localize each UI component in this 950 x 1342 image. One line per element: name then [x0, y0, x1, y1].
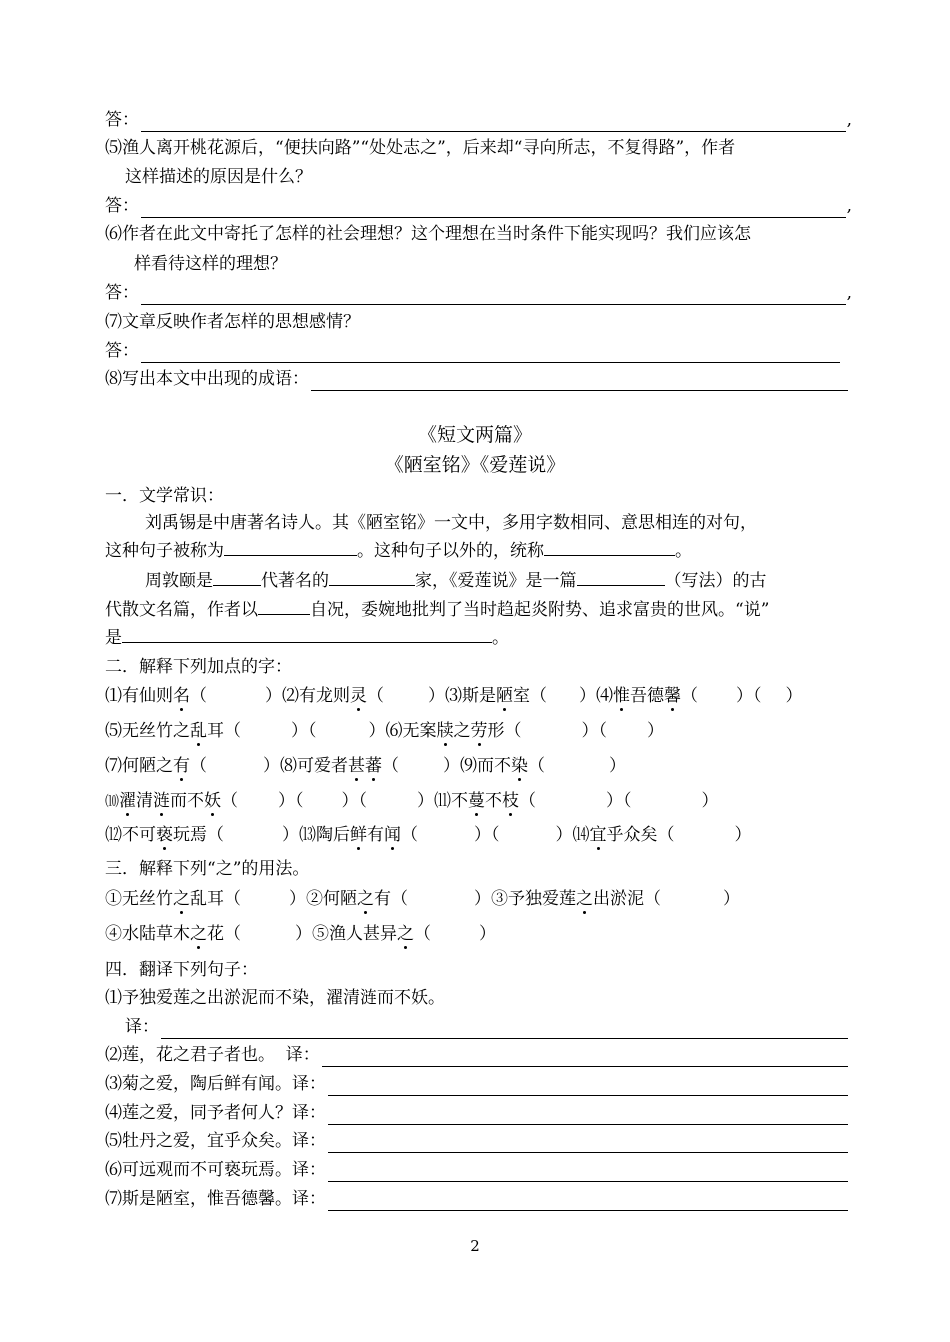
text: ）②何陋	[289, 889, 357, 909]
dotted-char: 闻	[384, 825, 401, 845]
text: ）⒁	[555, 825, 590, 845]
text: ⑴有仙则	[105, 686, 173, 706]
section-1-p2-line3	[105, 626, 850, 650]
section-2-line3	[105, 754, 850, 778]
paren: ）	[609, 756, 626, 776]
sentence-3	[105, 1072, 848, 1096]
text: 周敦颐是	[145, 571, 213, 591]
section-1-p1-line1: 刘禹锡是中唐著名诗人。其《陋室铭》一文中，多用字数相同、意思相连的对句，	[145, 513, 757, 533]
paren: ）	[479, 924, 496, 944]
text: 乱耳（	[190, 889, 241, 909]
dotted-char: 宜	[589, 825, 607, 845]
translation-blank[interactable]	[328, 1077, 848, 1096]
dotted-char: 陋	[496, 686, 513, 706]
section-1-p2-line2	[105, 598, 850, 622]
text: ⑶菊之爱，陶后鲜有闻。译：	[105, 1074, 326, 1094]
paren: ）（	[341, 791, 367, 811]
page-number: 2	[470, 1237, 480, 1255]
text: ）⑼而不	[443, 756, 511, 776]
text: ）⑹无案	[368, 721, 437, 741]
paren: （	[382, 756, 399, 776]
fill-blank[interactable]	[544, 539, 675, 556]
paren: （	[414, 924, 431, 944]
section-1-p2-line1	[145, 569, 850, 593]
text: ）⑤渔人甚异	[295, 924, 397, 944]
text: 有	[367, 825, 384, 845]
dotted-char: 妖	[204, 791, 221, 811]
text: 清	[136, 791, 153, 811]
dotted-char: 馨	[664, 686, 681, 706]
section-4-heading: 四．翻译下列句子：	[105, 960, 258, 980]
question-5-line1: ⑸渔人离开桃花源后，“便扶向路”“处处志之”，后来却“寻向所志，不复得路”，作者	[105, 138, 736, 158]
text: ）⑶斯是	[428, 686, 496, 706]
paren: ）（	[606, 791, 632, 811]
answer-line-q6	[105, 281, 852, 305]
question-8-text: ⑻写出本文中出现的成语：	[105, 369, 309, 389]
translate-label: 译：	[125, 1017, 159, 1037]
text: ⑺斯是陋室，惟吾德馨。译：	[105, 1189, 326, 1209]
text: 自况，委婉地批判了当时趋起炎附势、追求富贵的世风。“说”	[310, 600, 770, 620]
text: ⑷莲之爱，同予者何人？译：	[105, 1103, 326, 1123]
text: 不	[485, 791, 502, 811]
dotted-char: 之	[397, 924, 414, 944]
dotted-char: 劳	[470, 721, 488, 741]
paren: ）（	[278, 791, 304, 811]
text: 乎众矣（	[606, 825, 675, 845]
text: 。	[492, 628, 509, 648]
dotted-char: 鲜	[350, 825, 367, 845]
dotted-char: 涟	[153, 791, 170, 811]
dotted-char: 牍	[436, 721, 454, 741]
text: ⑹可远观而不可亵玩焉。译：	[105, 1160, 326, 1180]
paren: ）（	[291, 721, 317, 741]
fill-blank[interactable]	[224, 539, 357, 556]
section-3-line1	[105, 887, 850, 911]
paren: ）（	[736, 686, 762, 706]
page-title: 《短文两篇》	[417, 424, 532, 446]
text: ⑸牡丹之爱，宜乎众矣。译：	[105, 1131, 326, 1151]
text: 。	[675, 541, 692, 561]
translation-blank[interactable]	[328, 1163, 848, 1182]
paren: （	[401, 825, 418, 845]
paren: （	[190, 756, 207, 776]
translation-blank[interactable]	[322, 1048, 848, 1067]
text: 耳（	[207, 721, 241, 741]
sentence-2	[105, 1043, 848, 1067]
text: 花（	[207, 924, 241, 944]
fill-blank[interactable]	[122, 626, 492, 643]
text: 代著名的	[261, 571, 329, 591]
section-2-line2	[105, 719, 850, 743]
answer-label: 答：	[105, 341, 139, 361]
paren: ）	[701, 791, 719, 811]
answer-blank[interactable]	[141, 286, 846, 305]
answer-blank[interactable]	[311, 372, 848, 391]
dotted-char: 灵	[350, 686, 367, 706]
section-2-line5	[105, 823, 850, 847]
section-3-heading: 三．解释下列“之”的用法。	[105, 859, 310, 879]
text: 玩焉（	[173, 825, 224, 845]
answer-label: 答：	[105, 110, 139, 130]
paren: ）	[647, 721, 664, 741]
text: ⑸无丝竹之	[105, 721, 190, 741]
section-3-line2	[105, 922, 850, 946]
text: 形（	[487, 721, 522, 741]
text: 吾德	[630, 686, 664, 706]
paren: ）	[785, 686, 803, 706]
dotted-char: 之	[357, 889, 374, 909]
dotted-char: 甚	[348, 756, 365, 776]
text: 代散文名篇，作者以	[105, 600, 258, 620]
dotted-char: 蕃	[365, 756, 382, 776]
dotted-char: 蔓	[468, 791, 485, 811]
paren: ）（	[474, 825, 500, 845]
text: ）⒀陶后	[282, 825, 350, 845]
text: ）⑵有龙则	[265, 686, 350, 706]
dotted-char: 乱	[190, 721, 207, 741]
translation-blank[interactable]	[328, 1192, 848, 1211]
paren: （	[519, 791, 536, 811]
text: ④水陆草木	[105, 924, 190, 944]
section-2-heading: 二．解释下列加点的字：	[105, 657, 292, 677]
paren: （	[190, 686, 207, 706]
dotted-char: 濯	[119, 791, 136, 811]
text: 家，《爱莲说》是一篇	[415, 571, 577, 591]
paren: （	[681, 686, 698, 706]
paren: ）	[723, 889, 740, 909]
comma: ,	[846, 196, 852, 216]
text: ）⑷	[579, 686, 613, 706]
text: ）⑾不	[417, 791, 468, 811]
question-5-line2: 这样描述的原因是什么？	[125, 167, 312, 187]
answer-blank[interactable]	[141, 344, 840, 363]
text: ）⑻可爱者	[263, 756, 348, 776]
dotted-char: 惟	[613, 686, 630, 706]
fill-blank[interactable]	[577, 569, 665, 586]
text: ⑽	[105, 794, 119, 810]
text: ⑵莲，花之君子者也。 译：	[105, 1045, 320, 1065]
paren: ）（	[581, 721, 607, 741]
answer-line-q7	[105, 339, 840, 363]
text: ）③予独爱莲	[474, 889, 576, 909]
sentence-5	[105, 1129, 848, 1153]
paren: ）	[734, 825, 752, 845]
dotted-char: 之	[190, 924, 207, 944]
answer-label: 答：	[105, 196, 139, 216]
question-8	[105, 367, 848, 391]
section-1-p1-line2	[105, 539, 850, 563]
comma: ,	[846, 283, 852, 303]
translation-blank[interactable]	[328, 1134, 848, 1153]
question-6-line1: ⑹作者在此文中寄托了怎样的社会理想？这个理想在当时条件下能实现吗？我们应该怎	[105, 224, 751, 244]
comma: ,	[846, 110, 852, 130]
fill-blank[interactable]	[213, 569, 261, 586]
text: ⑺何陋之	[105, 756, 173, 776]
text: ①无丝竹	[105, 889, 173, 909]
page-subtitle: 《陋室铭》《爱莲说》	[384, 454, 566, 476]
answer-label: 答：	[105, 283, 139, 303]
section-1-heading: 一．文学常识：	[105, 486, 224, 506]
text: 这种句子被称为	[105, 541, 224, 561]
dotted-char: 名	[173, 686, 190, 706]
answer-blank[interactable]	[141, 113, 846, 132]
dotted-char: 染	[511, 756, 528, 776]
text: 出淤泥（	[593, 889, 661, 909]
paren: （	[367, 686, 384, 706]
fill-blank[interactable]	[258, 598, 310, 615]
sentence-4	[105, 1101, 848, 1125]
paren: （	[528, 756, 545, 776]
dotted-char: 枝	[502, 791, 519, 811]
answer-line-q4	[105, 108, 852, 132]
translation-blank[interactable]	[328, 1106, 848, 1125]
text: 室（	[513, 686, 547, 706]
answer-blank[interactable]	[141, 199, 846, 218]
text: （写法）的古	[664, 571, 767, 591]
text: 而不	[170, 791, 204, 811]
fill-blank[interactable]	[329, 569, 415, 586]
question-6-line2: 样看待这样的理想？	[134, 254, 287, 274]
text: 有（	[374, 889, 408, 909]
text: 是	[105, 628, 122, 648]
dotted-char: 亵	[156, 825, 173, 845]
sentence-7	[105, 1187, 848, 1211]
sentence-6	[105, 1158, 848, 1182]
paren: （	[221, 791, 238, 811]
text: 。这种句子以外的，统称	[357, 541, 544, 561]
translation-line-1	[125, 1015, 848, 1039]
text: 之	[453, 721, 471, 741]
text: ⑿不可	[105, 825, 156, 845]
answer-line-q5	[105, 194, 852, 218]
question-7: ⑺文章反映作者怎样的思想感情？	[105, 312, 360, 332]
dotted-char: 之	[576, 889, 593, 909]
dotted-char: 有	[173, 756, 190, 776]
dotted-char: 之	[173, 889, 190, 909]
sentence-1: ⑴予独爱莲之出淤泥而不染，濯清涟而不妖。	[105, 988, 445, 1008]
translation-blank[interactable]	[161, 1020, 848, 1039]
section-2-line1	[105, 684, 850, 708]
section-2-line4	[105, 789, 850, 813]
